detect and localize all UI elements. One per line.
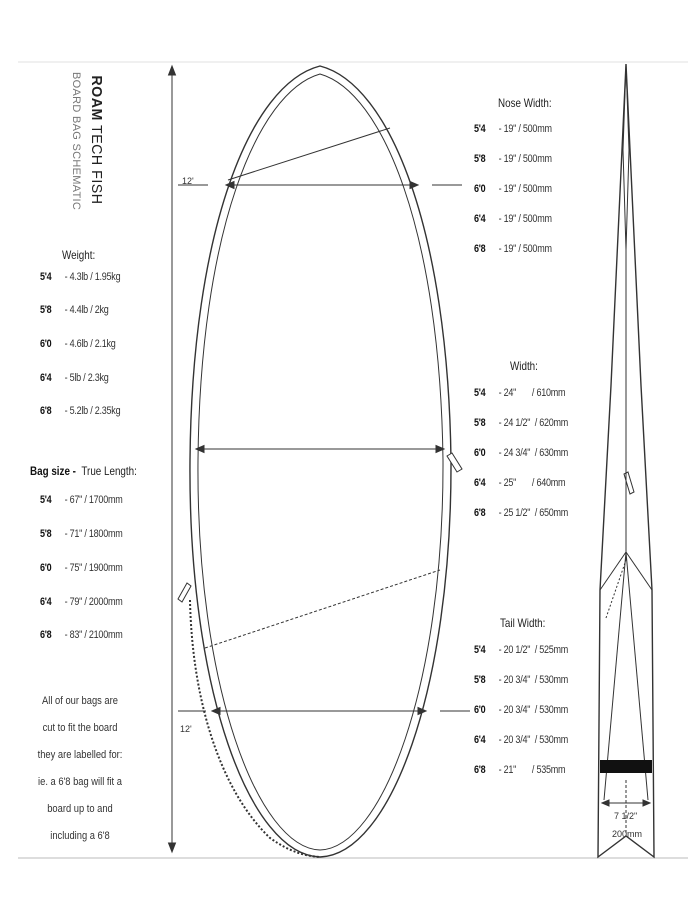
product-subtitle: BOARD BAG SCHEMATIC	[70, 72, 82, 211]
note-line: ie. a 6'8 bag will fit a	[38, 776, 122, 788]
bag-size-heading: Bag size - True Length:	[30, 464, 137, 478]
list-item: 5'4 - 4.3lb / 1.95kg	[40, 271, 121, 283]
list-item: 6'0 - 24 3/4" / 630mm	[474, 447, 569, 459]
length-arrow	[169, 66, 176, 852]
list-item: 5'8 - 71" / 1800mm	[40, 528, 123, 540]
tail-offset-label: 12'	[180, 724, 192, 734]
list-item: 5'8 - 20 3/4" / 530mm	[474, 674, 569, 686]
list-item: 6'0 - 4.6lb / 2.1kg	[40, 338, 116, 350]
list-item: 6'0 - 19" / 500mm	[474, 183, 552, 195]
nose-width-heading: Nose Width:	[498, 96, 552, 110]
list-item: 6'8 - 25 1/2" / 650mm	[474, 507, 569, 519]
side-view	[598, 64, 654, 857]
list-item: 6'0 - 75" / 1900mm	[40, 562, 123, 574]
list-item: 5'4 - 19" / 500mm	[474, 123, 552, 135]
fin-width-mm: 200mm	[612, 829, 643, 839]
width-heading: Width:	[510, 359, 538, 373]
list-item: 6'4 - 25" / 640mm	[474, 477, 566, 489]
product-title: ROAM TECH FISH	[88, 75, 105, 205]
list-item: 6'8 - 5.2lb / 2.35kg	[40, 405, 121, 417]
list-item: 6'4 - 79" / 2000mm	[40, 596, 123, 608]
dimension-arrows	[178, 182, 470, 715]
zipper-pull-icon	[178, 453, 634, 602]
list-item: 5'4 - 24" / 610mm	[474, 387, 566, 399]
list-item: 5'4 - 20 1/2" / 525mm	[474, 644, 569, 656]
note-line: cut to fit the board	[42, 722, 118, 734]
list-item: 6'8 - 19" / 500mm	[474, 243, 552, 255]
list-item: 6'0 - 20 3/4" / 530mm	[474, 704, 569, 716]
list-item: 5'8 - 24 1/2" / 620mm	[474, 417, 569, 429]
tail-width-heading: Tail Width:	[500, 616, 546, 630]
list-item: 6'4 - 19" / 500mm	[474, 213, 552, 225]
note-line: board up to and	[47, 803, 113, 815]
list-item: 6'4 - 20 3/4" / 530mm	[474, 734, 569, 746]
fit-note	[29, 688, 131, 850]
note-line: All of our bags are	[42, 695, 118, 707]
list-item: 6'8 - 21" / 535mm	[474, 764, 566, 776]
note-line: they are labelled for:	[37, 749, 123, 761]
list-item: 5'8 - 4.4lb / 2kg	[40, 304, 109, 316]
list-item: 6'8 - 83" / 2100mm	[40, 629, 123, 641]
list-item: 5'4 - 67" / 1700mm	[40, 494, 123, 506]
note-line: including a 6'8	[50, 830, 110, 842]
list-item: 6'4 - 5lb / 2.3kg	[40, 372, 109, 384]
strap-band	[600, 760, 652, 773]
list-item: 5'8 - 19" / 500mm	[474, 153, 552, 165]
nose-offset-label: 12'	[182, 176, 194, 186]
weight-heading: Weight:	[62, 248, 96, 262]
fin-width-inches: 7 1/2"	[614, 811, 638, 821]
